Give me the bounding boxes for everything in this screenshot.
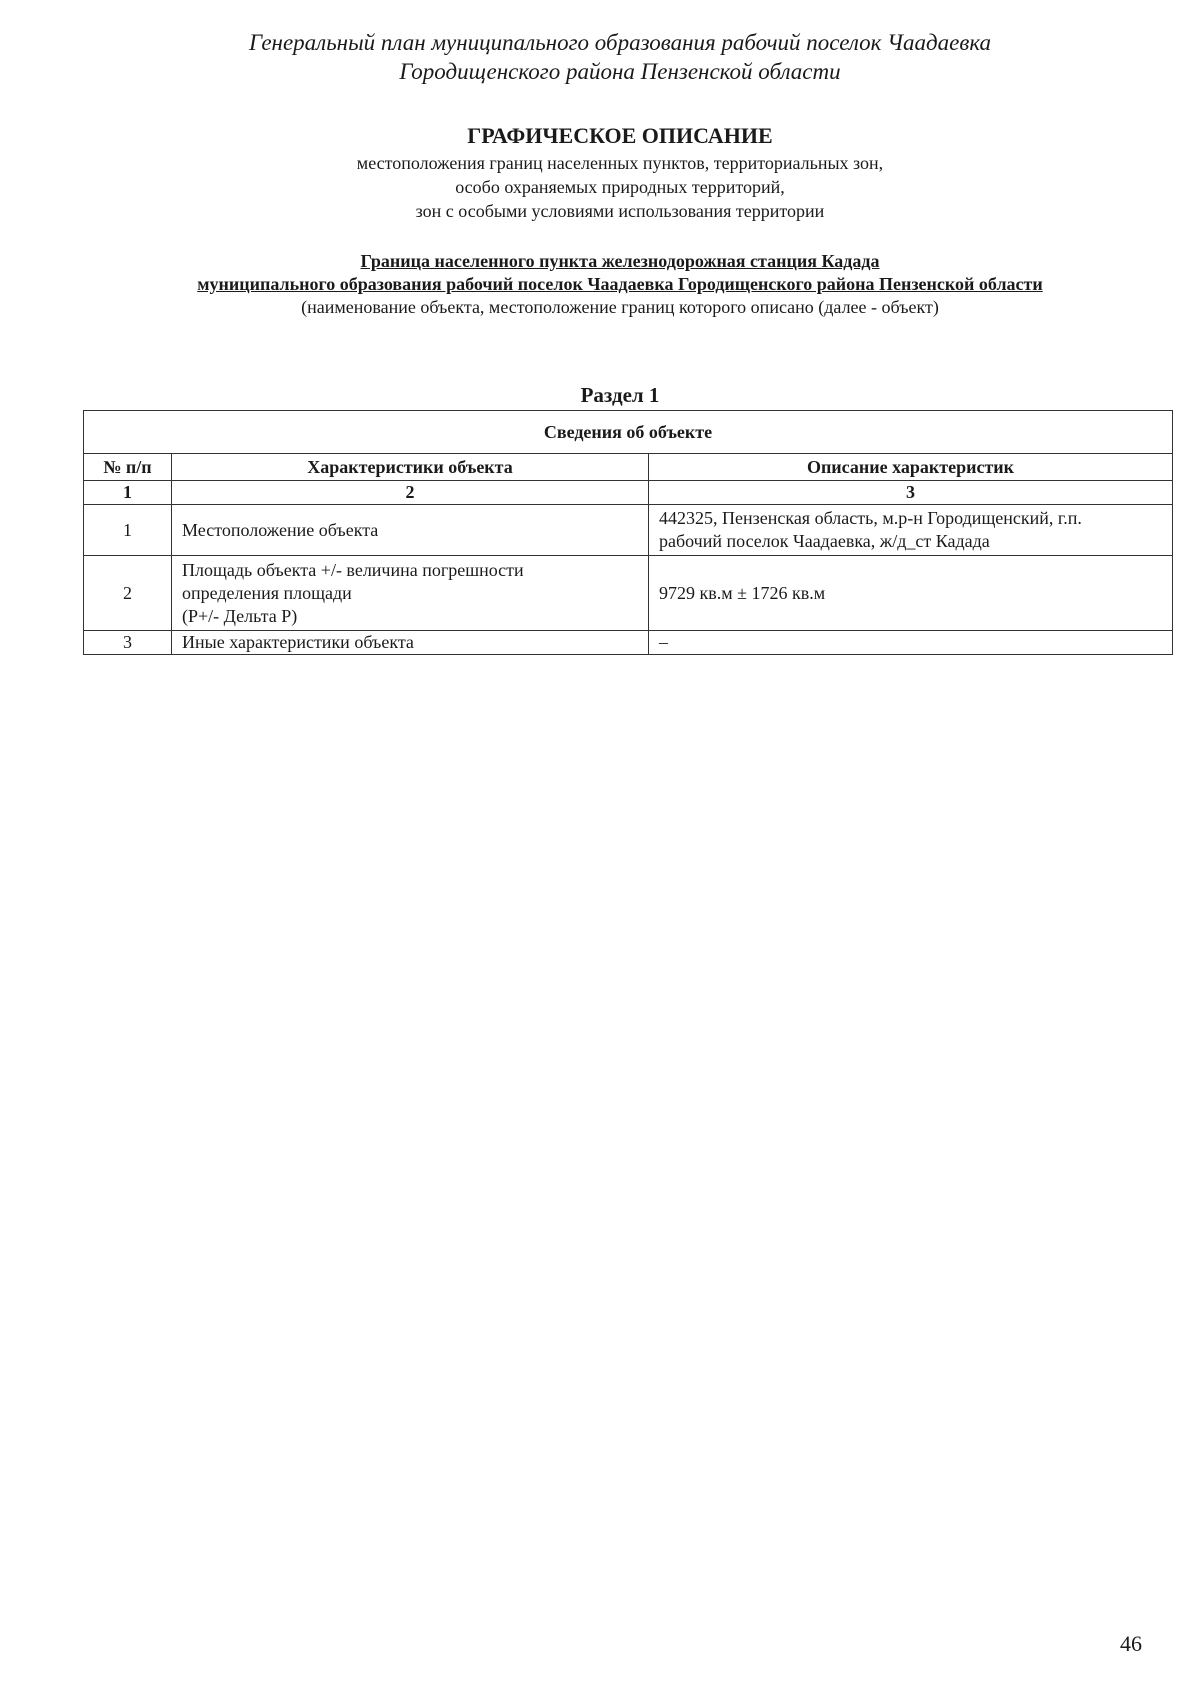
row-num: 3 — [84, 631, 172, 655]
title-block — [0, 123, 1200, 223]
row-characteristic-line: Местоположение объекта — [182, 519, 379, 540]
row-characteristic-line: (Р+/- Дельта Р) — [182, 605, 298, 626]
object-note: (наименование объекта, местоположение границ которого описано (далее - объект) — [301, 297, 939, 317]
row-characteristic — [172, 631, 649, 655]
row-num: 1 — [84, 505, 172, 556]
row-description — [649, 631, 1173, 655]
table-index-row — [84, 481, 1173, 505]
row-description — [649, 505, 1173, 556]
table-row — [84, 556, 1173, 631]
index-3: 3 — [649, 481, 1173, 505]
section-title: Раздел 1 — [580, 383, 660, 407]
index-1: 1 — [84, 481, 172, 505]
subtitle-line-3: зон с особыми условиями использования территории — [415, 201, 825, 221]
row-characteristic-line: определения площади — [182, 582, 352, 603]
row-characteristic-line: Площадь объекта +/- величина погрешности — [182, 559, 524, 580]
header-line-2: Городищенского района Пензенской области — [399, 59, 841, 84]
object-name-line-2: муниципального образования рабочий поселок Чаадаевка Городищенского района Пензенской области — [197, 274, 1043, 294]
row-characteristic — [172, 505, 649, 556]
header-num: № п/п — [84, 454, 172, 481]
subtitle-line-1: местоположения границ населенных пунктов, территориальных зон, — [356, 153, 884, 173]
object-name-line-1: Граница населенного пункта железнодорожная станция Кадада — [360, 251, 880, 271]
subtitle-line-2: особо охраняемых природных территорий, — [455, 177, 785, 197]
object-block — [0, 250, 1200, 319]
row-characteristic-line: Иные характеристики объекта — [182, 632, 414, 652]
header-characteristic: Характеристики объекта — [172, 454, 649, 481]
header-line-1: Генеральный план муниципального образования рабочий поселок Чаадаевка — [248, 30, 992, 55]
row-characteristic — [172, 556, 649, 631]
main-title: ГРАФИЧЕСКОЕ ОПИСАНИЕ — [467, 123, 773, 148]
row-description — [649, 556, 1173, 631]
table-caption: Сведения об объекте — [84, 411, 1173, 454]
table-row — [84, 505, 1173, 556]
table-row — [84, 631, 1173, 655]
row-description-line: 9729 кв.м ± 1726 кв.м — [659, 582, 826, 603]
table-header-row — [84, 454, 1173, 481]
document-header — [0, 28, 1200, 86]
index-2: 2 — [172, 481, 649, 505]
page-number: 46 — [1120, 1631, 1142, 1656]
row-num: 2 — [84, 556, 172, 631]
row-description-line: 442325, Пензенская область, м.р-н Городищенский, г.п. — [659, 508, 1082, 528]
row-description-line: – — [659, 632, 668, 652]
table-caption-row — [84, 411, 1173, 454]
row-description-line: рабочий поселок Чаадаевка, ж/д_ст Кадада — [659, 531, 990, 551]
object-info-table — [83, 410, 1173, 655]
header-description: Описание характеристик — [649, 454, 1173, 481]
